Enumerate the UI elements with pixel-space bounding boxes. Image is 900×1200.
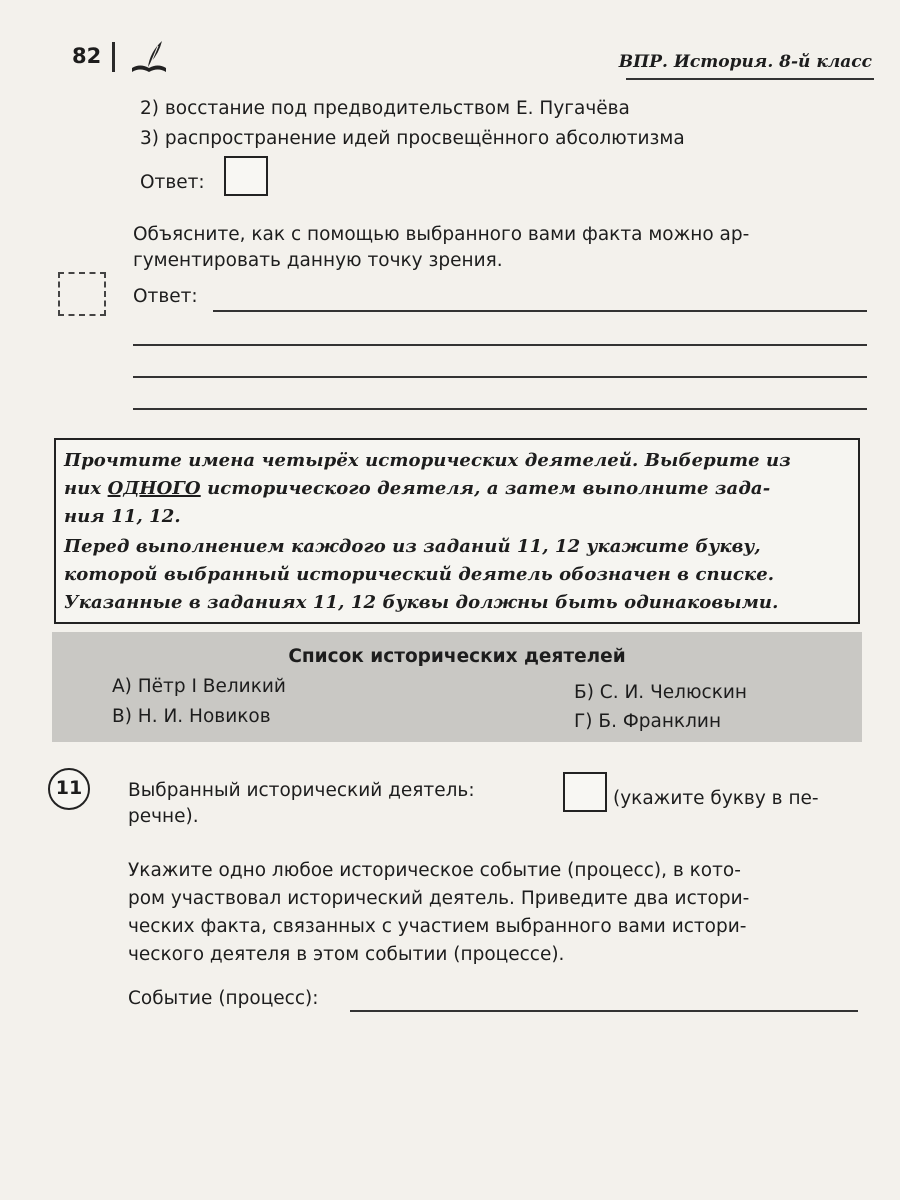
instruction-line-2: них ОДНОГО исторического деятеля, а затем выполните зада-	[64, 478, 771, 499]
event-answer-line[interactable]	[350, 1010, 858, 1012]
figure-v: В) Н. И. Новиков	[112, 706, 271, 727]
answer-line-2[interactable]	[133, 344, 867, 346]
quill-book-icon	[128, 38, 170, 76]
option-2: 2) восстание под предводительством Е. Пугачёва	[140, 98, 630, 119]
explain-line-2: гументировать данную точку зрения.	[133, 250, 503, 271]
figure-b: Б) С. И. Челюскин	[574, 682, 747, 703]
instruction-line-3: ния 11, 12.	[64, 506, 181, 527]
instruction-line-4: Перед выполнением каждого из заданий 11, 12 укажите букву,	[64, 536, 761, 557]
figures-list-title: Список исторических деятелей	[288, 646, 626, 667]
header-rule	[626, 78, 874, 80]
answer-box[interactable]	[224, 156, 268, 196]
instruction-line-5: которой выбранный исторический деятель обозначен в списке.	[64, 564, 775, 585]
task-11-text-2: ром участвовал исторический деятель. Приведите два истори-	[128, 888, 750, 909]
score-box	[58, 272, 106, 316]
task-11-text-4: ческого деятеля в этом событии (процессе).	[128, 944, 565, 965]
event-label: Событие (процесс):	[128, 988, 319, 1009]
explain-line-1: Объясните, как с помощью выбранного вами факта можно ар-	[133, 224, 750, 245]
chosen-figure-label: Выбранный исторический деятель:	[128, 780, 475, 801]
chosen-figure-hint: (укажите букву в пе-	[613, 788, 819, 809]
figure-g: Г) Б. Франклин	[574, 711, 722, 732]
figure-a: А) Пётр I Великий	[112, 676, 286, 697]
task-11-text-1: Укажите одно любое историческое событие (процесс), в кото-	[128, 860, 741, 881]
book-title: ВПР. История. 8-й класс	[618, 52, 872, 72]
answer-label-2: Ответ:	[133, 286, 198, 307]
task-11-text-3: ческих факта, связанных с участием выбранного вами истори-	[128, 916, 747, 937]
figures-list	[52, 632, 862, 742]
task-number-11: 11	[48, 768, 90, 810]
option-3: 3) распространение идей просвещённого абсолютизма	[140, 128, 685, 149]
answer-line-1[interactable]	[213, 310, 867, 312]
emphasis-one: ОДНОГО	[107, 478, 201, 499]
chosen-figure-hint-2: речне).	[128, 806, 199, 827]
chosen-figure-box[interactable]	[563, 772, 607, 812]
answer-line-4[interactable]	[133, 408, 867, 410]
answer-line-3[interactable]	[133, 376, 867, 378]
instructions-box	[54, 438, 860, 624]
instruction-line-1: Прочтите имена четырёх исторических деятелей. Выберите из	[64, 450, 791, 471]
answer-label: Ответ:	[140, 172, 205, 193]
header-divider	[112, 42, 115, 72]
instruction-line-6: Указанные в заданиях 11, 12 буквы должны быть одинаковыми.	[64, 592, 779, 613]
page-number: 82	[72, 44, 102, 68]
